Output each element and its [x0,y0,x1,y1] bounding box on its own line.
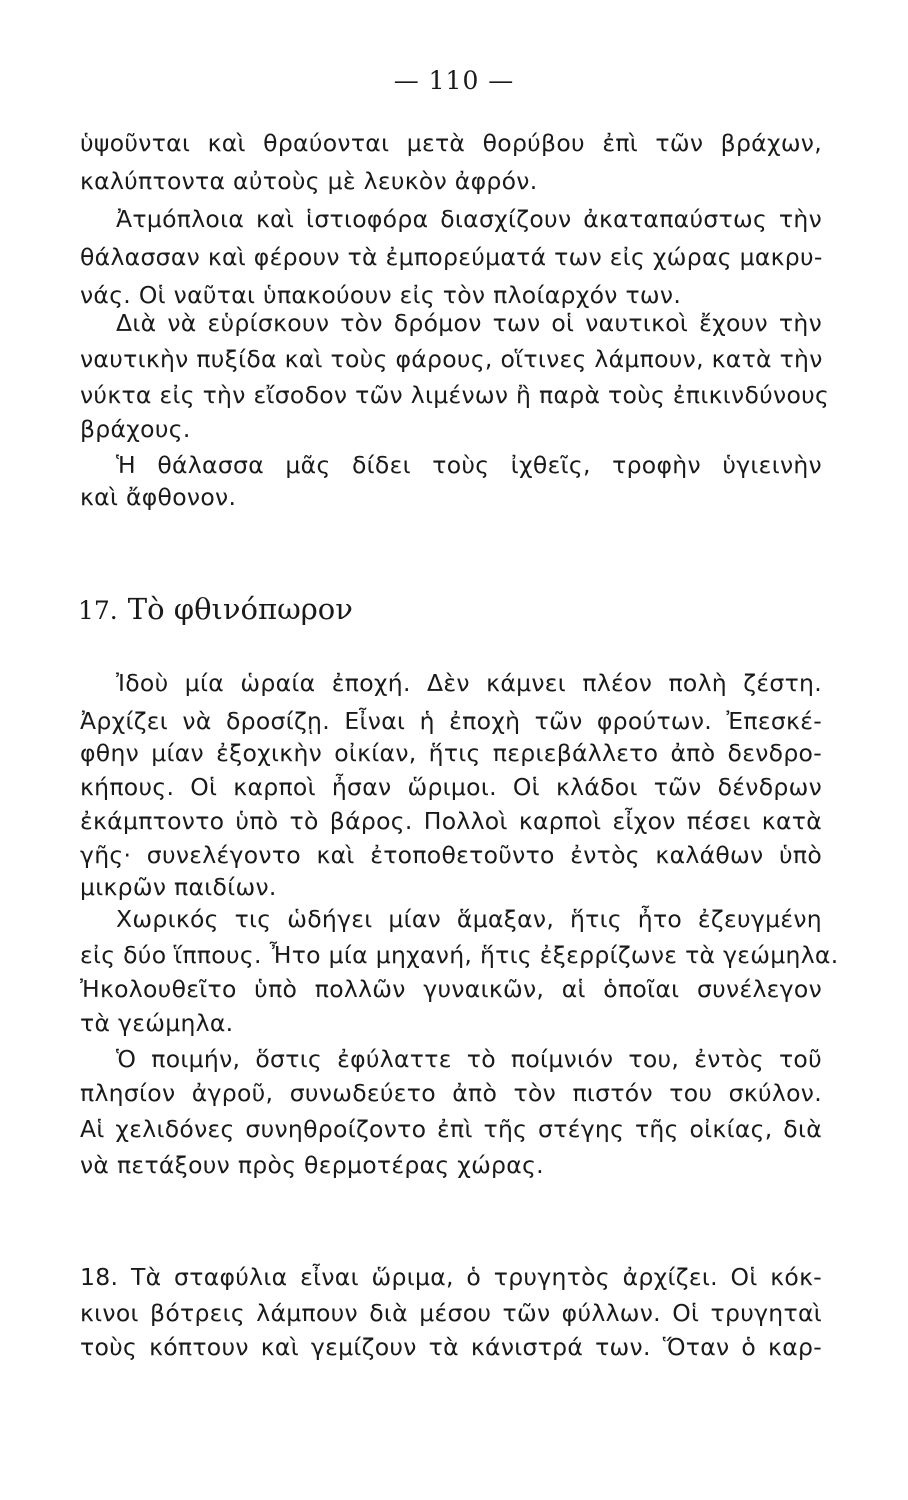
text-line: Ἀτμόπλοια καὶ ἱστιοφόρα διασχίζουν ἀκαταπαύστως τὴν [116,205,822,233]
text-line: ὑψοῦνται καὶ θραύονται μετὰ θορύβου ἐπὶ τῶν βράχων, [80,129,822,157]
section-title: Τὸ φθινόπωρον [127,592,353,626]
text-line: Ἡ θάλασσα μᾶς δίδει τοὺς ἰχθεῖς, τροφὴν ὑγιεινὴν [116,451,822,479]
text-line: ἐκάμπτοντο ὑπὸ τὸ βάρος. Πολλοὶ καρποὶ εἶχον πέσει κατὰ [80,807,822,835]
text-line: Διὰ νὰ εὑρίσκουν τὸν δρόμον των οἱ ναυτικοὶ ἔχουν τὴν [116,309,822,337]
text-line: τοὺς κόπτουν καὶ γεμίζουν τὰ κάνιστρά των. Ὅταν ὁ καρ- [80,1333,822,1361]
text-line: μικρῶν παιδίων. [80,873,277,901]
text-line: Χωρικός τις ὡδήγει μίαν ἅμαξαν, ἥτις ἦτο ἐζευγμένη [116,905,822,933]
text-line: φθην μίαν ἐξοχικὴν οἰκίαν, ἥτις περιεβάλλετο ἀπὸ δενδρο- [80,739,822,767]
text-line: νάς. Οἱ ναῦται ὑπακούουν εἰς τὸν πλοίαρχόν των. [80,281,682,309]
text-line: Ἀρχίζει νὰ δροσίζῃ. Εἶναι ἡ ἐποχὴ τῶν φρούτων. Ἐπεσκέ- [80,707,822,735]
text-line: θάλασσαν καὶ φέρουν τὰ ἐμπορεύματά των εἰς χώρας μακρυ- [80,243,823,271]
text-line: καλύπτοντα αὐτοὺς μὲ λευκὸν ἀφρόν. [80,167,538,195]
text-line: Ἰδοὺ μία ὡραία ἐποχή. Δὲν κάμνει πλέον πολὴ ζέστη. [116,669,822,697]
text-line: νὰ πετάξουν πρὸς θερμοτέρας χώρας. [80,1151,544,1179]
text-line: εἰς δύο ἵππους. Ἦτο μία μηχανή, ἥτις ἐξερρίζωνε τὰ γεώμηλα. [80,941,839,969]
text-line: ναυτικὴν πυξίδα καὶ τοὺς φάρους, οἵτινες λάμπουν, κατὰ τὴν [80,345,823,373]
section-number: 17. [78,596,118,625]
text-line: πλησίον ἀγροῦ, συνωδεύετο ἀπὸ τὸν πιστόν του σκύλον. [80,1079,822,1107]
page-number: — 110 — [393,66,515,95]
text-line: Ὁ ποιμήν, ὅστις ἐφύλαττε τὸ ποίμνιόν του, ἐντὸς τοῦ [116,1045,822,1073]
text-line: Αἱ χελιδόνες συνηθροίζοντο ἐπὶ τῆς στέγης τῆς οἰκίας, διὰ [80,1115,822,1143]
text-line: τὰ γεώμηλα. [80,1009,234,1037]
text-line: γῆς· συνελέγοντο καὶ ἐτοποθετοῦντο ἐντὸς καλάθων ὑπὸ [80,841,822,869]
text-line: Ἠκολουθεῖτο ὑπὸ πολλῶν γυναικῶν, αἱ ὁποῖαι συνέλεγον [80,975,822,1003]
text-line: κινοι βότρεις λάμπουν διὰ μέσου τῶν φύλλων. Οἱ τρυγηταὶ [80,1299,822,1327]
text-line: καὶ ἄφθονον. [80,483,237,511]
text-line: κήπους. Οἱ καρποὶ ἦσαν ὥριμοι. Οἱ κλάδοι τῶν δένδρων [80,773,822,801]
section-heading [78,592,353,626]
text-line: 18. Τὰ σταφύλια εἶναι ὥριμα, ὁ τρυγητὸς ἀρχίζει. Οἱ κόκ- [80,1263,822,1291]
text-line: νύκτα εἰς τὴν εἴσοδον τῶν λιμένων ἢ παρὰ τοὺς ἐπικινδύνους [80,381,830,409]
text-line: βράχους. [80,415,191,443]
